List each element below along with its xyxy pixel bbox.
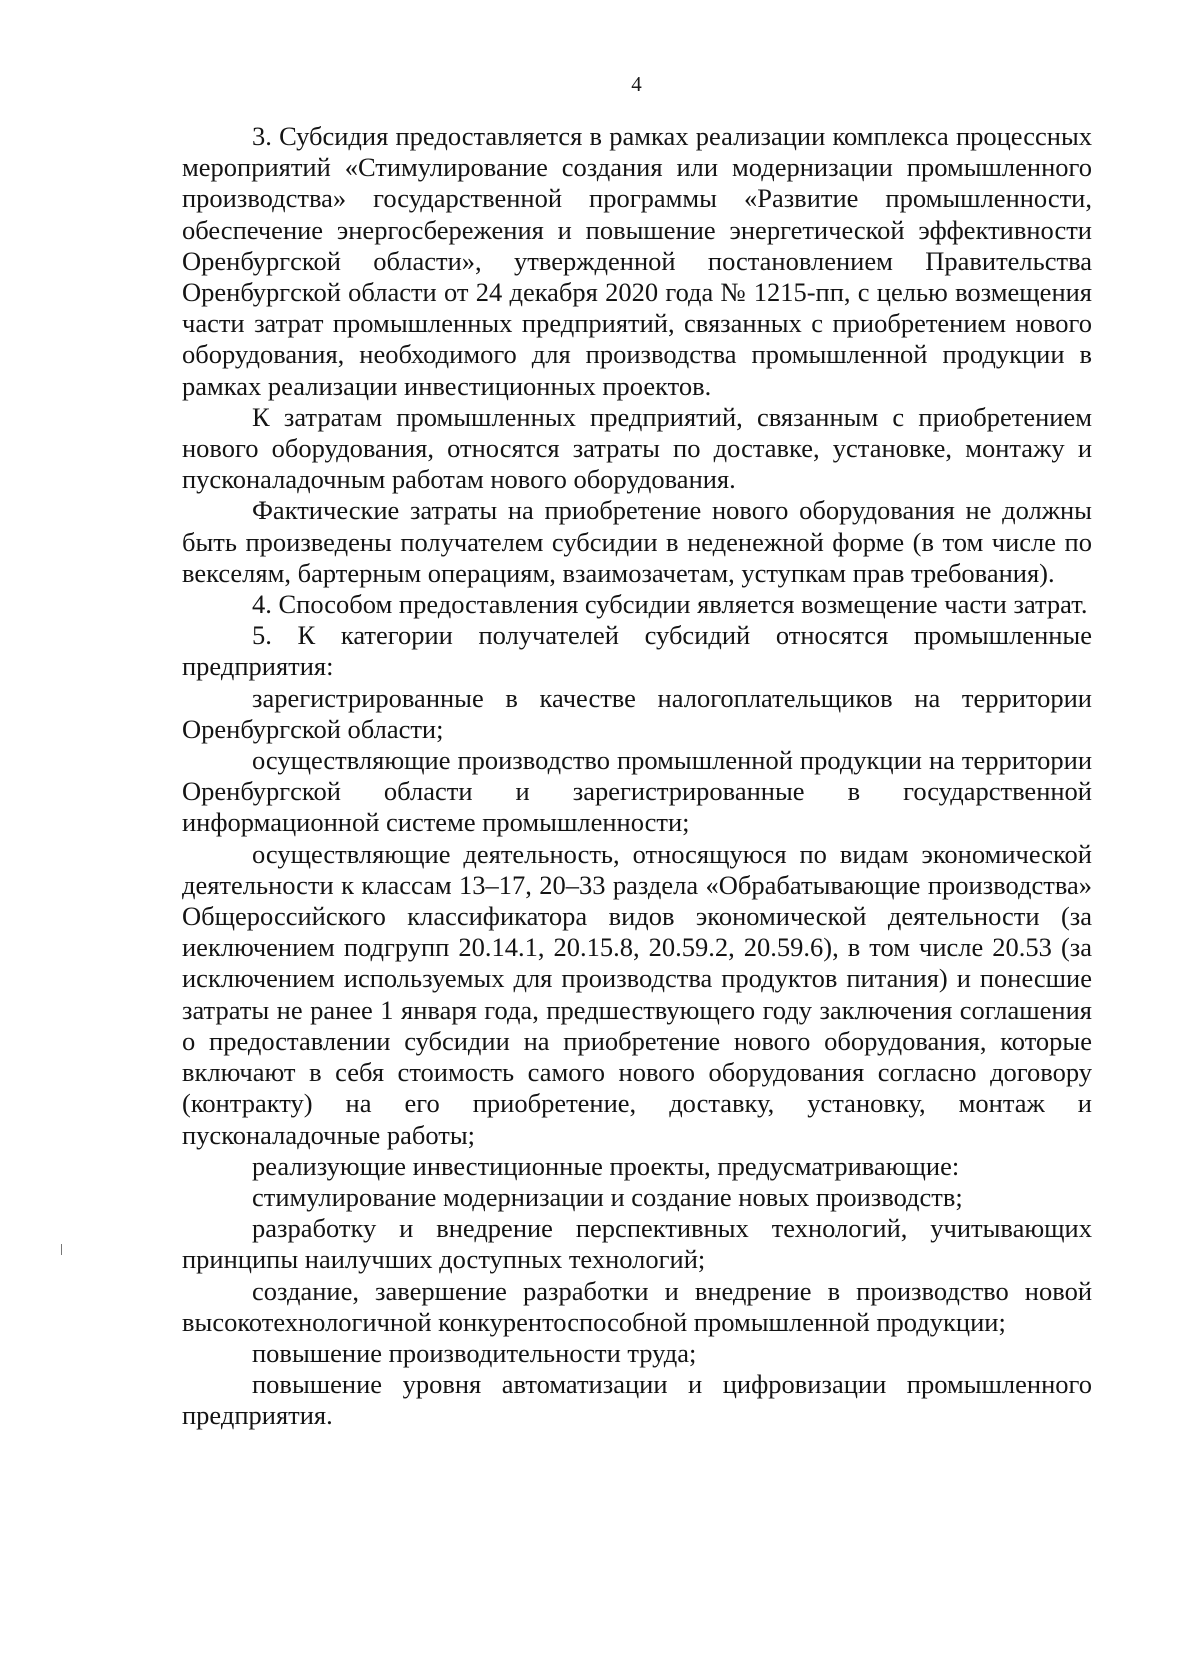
paragraph-economic-activity: осуществляющие деятельность, относящуюся по видам экономической деятельности к классам 13–17, 20–33 раздела «Обрабатывающие производства» Общероссийского классификатора видов экономической деятельности (за иеключением подгрупп 20.14.1, 20.15.8, 20.59.2, 20.59.6), в том числе 20.53 (за исключением используемых для производства продуктов питания) и понесшие затраты не ранее 1 января года, предшествующего году заключения соглашения о предоставлении субсидии на приобретение нового оборудования, которые включают в себя стоимость самого нового оборудования согласно договору (контракту) на его приобретение, доставку, установку, монтаж и пусконаладочные работы; xyxy=(182,838,1092,1150)
paragraph-high-tech-products: создание, завершение разработки и внедрение в производство новой высокотехнологичной конкурентоспособной промышленной продукции; xyxy=(182,1275,1092,1337)
paragraph-actual-costs: Фактические затраты на приобретение нового оборудования не должны быть произведены получателем субсидии в неденежной форме (в том числе по векселям, бартерным операциям, взаимозачетам, уступкам прав требования). xyxy=(182,495,1092,588)
paragraph-subsidy-method: 4. Способом предоставления субсидии является возмещение части затрат. xyxy=(252,589,1088,620)
paragraph-registered-taxpayers: зарегистрированные в качестве налогоплательщиков на территории Оренбургской области; xyxy=(182,682,1092,744)
paragraph-industrial-production: осуществляющие производство промышленной продукции на территории Оренбургской области и зарегистрированные в государственной информационной системе промышленности; xyxy=(182,745,1092,838)
page-number: 4 xyxy=(631,72,642,96)
paragraph-modernization: стимулирование модернизации и создание новых производств; xyxy=(252,1181,963,1212)
margin-scan-mark xyxy=(61,1244,62,1255)
paragraph-technologies: разработку и внедрение перспективных технологий, учитывающих принципы наилучших доступных технологий; xyxy=(182,1213,1092,1275)
paragraph-recipient-category: 5. К категории получателей субсидий относятся промышленные предприятия: xyxy=(182,620,1092,682)
paragraph-automation: повышение уровня автоматизации и цифровизации промышленного предприятия. xyxy=(182,1369,1092,1431)
paragraph-subsidy-purpose: 3. Субсидия предоставляется в рамках реализации комплекса процессных мероприятий «Стимулирование создания или модернизации промышленного производства» государственной программы «Развитие промышленности, обеспечение энергосбережения и повышение энергетической эффективности Оренбургской области», утвержденной постановлением Правительства Оренбургской области от 24 декабря 2020 года № 1215-пп, с целью возмещения части затрат промышленных предприятий, связанных с приобретением нового оборудования, необходимого для производства промышленной продукции в рамках реализации инвестиционных проектов. xyxy=(182,121,1092,401)
paragraph-investment-projects: реализующие инвестиционные проекты, предусматривающие: xyxy=(252,1150,960,1181)
paragraph-costs-definition: К затратам промышленных предприятий, связанным с приобретением нового оборудования, относятся затраты по доставке, установке, монтажу и пусконаладочным работам нового оборудования. xyxy=(182,401,1092,495)
document-body xyxy=(182,121,1092,1432)
paragraph-labor-productivity: повышение производительности труда; xyxy=(252,1337,697,1368)
